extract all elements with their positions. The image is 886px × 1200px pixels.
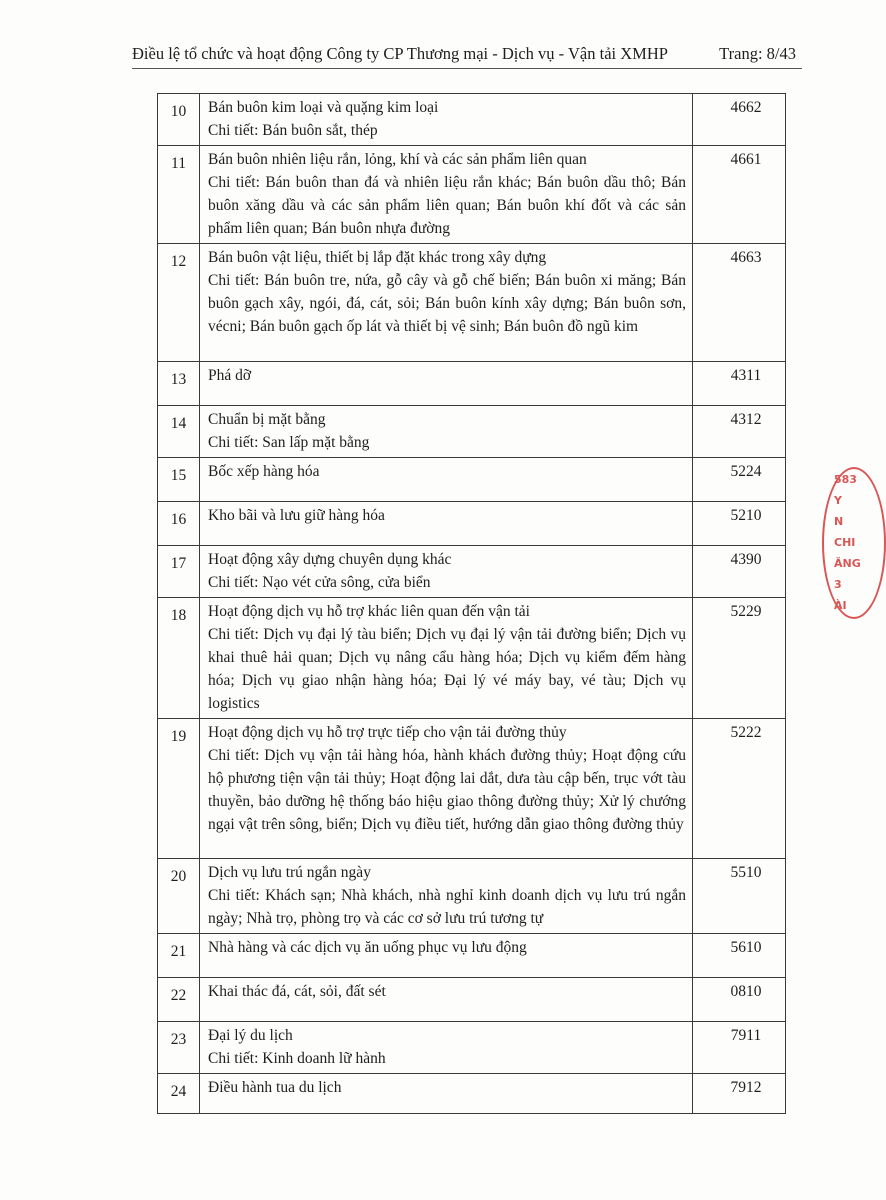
business-title: Đại lý du lịch <box>208 1027 293 1044</box>
business-title: Hoạt động dịch vụ hỗ trợ trực tiếp cho vận tải đường thủy <box>208 724 567 741</box>
business-description <box>200 719 693 859</box>
business-description <box>200 146 693 244</box>
stamp-text: Y <box>834 494 842 507</box>
industry-code: 5222 <box>693 719 786 859</box>
page-number: Trang: 8/43 <box>719 44 796 63</box>
table-row <box>158 978 786 1022</box>
business-description <box>200 598 693 719</box>
row-number: 24 <box>158 1074 200 1114</box>
business-title: Kho bãi và lưu giữ hàng hóa <box>208 507 385 524</box>
business-description <box>200 859 693 934</box>
table-row <box>158 1074 786 1114</box>
business-lines-table <box>157 93 786 1114</box>
business-detail: Chi tiết: Dịch vụ đại lý tàu biển; Dịch vụ đại lý vận tải đường biển; Dịch vụ khai thuê hải quan; Dịch vụ nâng cẩu hàng hóa; Dịch vụ kiểm đếm hàng hóa; Dịch vụ giao nhận hàng hóa; Đại lý vé máy bay, vé tàu; Dịch vụ logistics <box>208 626 686 712</box>
table-row <box>158 598 786 719</box>
business-title: Nhà hàng và các dịch vụ ăn uống phục vụ lưu động <box>208 939 527 956</box>
industry-code: 4662 <box>693 94 786 146</box>
business-detail: Chi tiết: Bán buôn than đá và nhiên liệu rắn khác; Bán buôn dầu thô; Bán buôn xăng dầu và các sản phẩm liên quan; Bán buôn khí đốt và các sản phẩm liên quan; Bán buôn nhựa đường <box>208 174 686 237</box>
business-description <box>200 406 693 458</box>
industry-code: 4390 <box>693 546 786 598</box>
business-title: Bán buôn nhiên liệu rắn, lỏng, khí và các sản phẩm liên quan <box>208 151 587 168</box>
business-title: Dịch vụ lưu trú ngắn ngày <box>208 864 371 881</box>
industry-code: 7911 <box>693 1022 786 1074</box>
row-number: 10 <box>158 94 200 146</box>
company-seal-stamp <box>822 467 886 619</box>
business-detail: Chi tiết: Bán buôn tre, nứa, gỗ cây và gỗ chế biến; Bán buôn xi măng; Bán buôn gạch xây, ngói, đá, cát, sỏi; Bán buôn kính xây dựng; Bán buôn sơn, vécni; Bán buôn gạch ốp lát và thiết bị vệ sinh; Bán buôn đồ ngũ kim <box>208 272 686 335</box>
business-description <box>200 458 693 502</box>
row-number: 13 <box>158 362 200 406</box>
business-title: Bốc xếp hàng hóa <box>208 463 320 480</box>
industry-code: 5224 <box>693 458 786 502</box>
industry-code: 5229 <box>693 598 786 719</box>
business-detail: Chi tiết: Khách sạn; Nhà khách, nhà nghỉ kinh doanh dịch vụ lưu trú ngắn ngày; Nhà trọ, phòng trọ và các cơ sở lưu trú tương tự <box>208 887 686 927</box>
table-row <box>158 362 786 406</box>
stamp-text: 3 <box>834 578 842 591</box>
business-title: Khai thác đá, cát, sỏi, đất sét <box>208 983 386 1000</box>
row-number: 22 <box>158 978 200 1022</box>
row-number: 17 <box>158 546 200 598</box>
table-row <box>158 502 786 546</box>
business-detail: Chi tiết: San lấp mặt bằng <box>208 434 370 451</box>
table-row <box>158 934 786 978</box>
business-title: Điều hành tua du lịch <box>208 1079 342 1096</box>
business-title: Hoạt động dịch vụ hỗ trợ khác liên quan đến vận tải <box>208 603 530 620</box>
business-title: Hoạt động xây dựng chuyên dụng khác <box>208 551 452 568</box>
table-row <box>158 1022 786 1074</box>
industry-code: 7912 <box>693 1074 786 1114</box>
table-row <box>158 94 786 146</box>
stamp-text: ÀI <box>834 599 847 612</box>
business-description <box>200 978 693 1022</box>
table-body <box>158 94 786 1114</box>
business-description <box>200 1022 693 1074</box>
business-title: Bán buôn vật liệu, thiết bị lắp đặt khác trong xây dựng <box>208 249 547 266</box>
table-row <box>158 244 786 362</box>
business-description <box>200 502 693 546</box>
stamp-text: CHI <box>834 536 856 549</box>
table-row <box>158 859 786 934</box>
industry-code: 5610 <box>693 934 786 978</box>
business-description <box>200 362 693 406</box>
business-title: Chuẩn bị mặt bằng <box>208 411 326 428</box>
business-description <box>200 1074 693 1114</box>
business-description <box>200 244 693 362</box>
row-number: 21 <box>158 934 200 978</box>
business-title: Phá dỡ <box>208 367 252 384</box>
row-number: 19 <box>158 719 200 859</box>
row-number: 12 <box>158 244 200 362</box>
stamp-text: 583 <box>834 473 857 486</box>
document-title: Điều lệ tổ chức và hoạt động Công ty CP Thương mại - Dịch vụ - Vận tải XMHP <box>132 44 668 63</box>
industry-code: 5210 <box>693 502 786 546</box>
industry-code: 5510 <box>693 859 786 934</box>
table-row <box>158 719 786 859</box>
table-row <box>158 146 786 244</box>
table-row <box>158 458 786 502</box>
stamp-text: N <box>834 515 844 528</box>
industry-code: 0810 <box>693 978 786 1022</box>
table-row <box>158 406 786 458</box>
row-number: 20 <box>158 859 200 934</box>
page-header <box>132 44 800 68</box>
business-title: Bán buôn kim loại và quặng kim loại <box>208 99 439 116</box>
business-description <box>200 546 693 598</box>
business-detail: Chi tiết: Dịch vụ vận tải hàng hóa, hành khách đường thủy; Hoạt động cứu hộ phương tiện vận tải thủy; Hoạt động lai dắt, dưa tàu cập bến, trục vớt tàu thuyền, bảo dưỡng hệ thống báo hiệu giao thông đường thủy; Xử lý chướng ngại vật trên sông, biển; Dịch vụ điều tiết, hướng dẫn giao thông đường thủy <box>208 747 686 833</box>
industry-code: 4311 <box>693 362 786 406</box>
row-number: 16 <box>158 502 200 546</box>
row-number: 11 <box>158 146 200 244</box>
business-detail: Chi tiết: Nạo vét cửa sông, cửa biển <box>208 574 431 591</box>
industry-code: 4661 <box>693 146 786 244</box>
business-detail: Chi tiết: Kinh doanh lữ hành <box>208 1050 386 1067</box>
row-number: 18 <box>158 598 200 719</box>
table-row <box>158 546 786 598</box>
row-number: 23 <box>158 1022 200 1074</box>
row-number: 14 <box>158 406 200 458</box>
industry-code: 4312 <box>693 406 786 458</box>
business-detail: Chi tiết: Bán buôn sắt, thép <box>208 122 378 139</box>
row-number: 15 <box>158 458 200 502</box>
stamp-text: ĂNG <box>834 557 861 570</box>
header-divider <box>132 68 802 69</box>
industry-code: 4663 <box>693 244 786 362</box>
business-description <box>200 94 693 146</box>
business-description <box>200 934 693 978</box>
